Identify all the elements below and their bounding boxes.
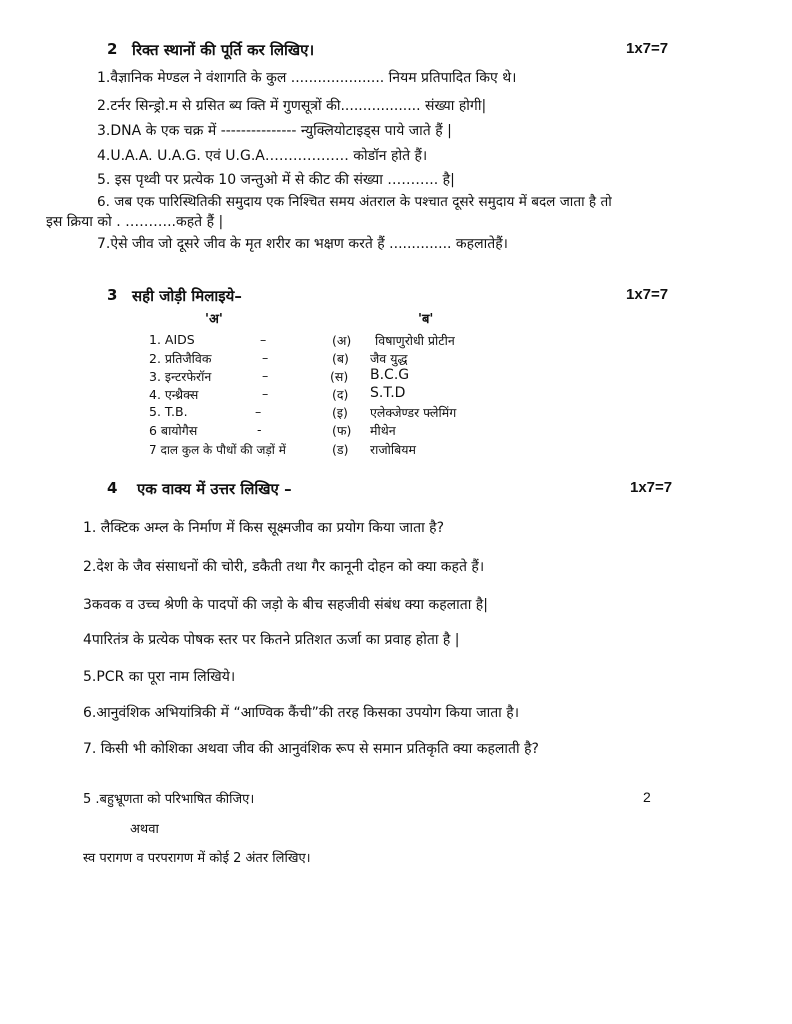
match-right-4: S.T.D	[370, 385, 406, 401]
match-left-2: 2. प्रतिजैविक	[149, 351, 212, 366]
match-dash-6: -	[257, 422, 262, 437]
fill-blank-q7: 7.ऐसे जीव जो दूसरे जीव के मृत शरीर का भक्षण करते हैं .............. कहलातेहैं।	[97, 236, 508, 252]
one-line-q6: 6.आनुवंशिक अभियांत्रिकी में “आण्विक कैंची”की तरह किसका उपयोग किया जाता है।	[83, 705, 519, 721]
match-right-5: एलेक्जेण्डर फ्लेमिंग	[370, 405, 457, 420]
fill-blank-q4: 4.U.A.A. U.A.G. एवं U.G.A……………… कोडॉन होते हैं।	[97, 148, 428, 164]
fill-blank-q6: 6. जब एक पारिस्थितिकी समुदाय एक निश्चित समय अंतराल के पश्चात दूसरे समुदाय में बदल जाता है तो	[97, 194, 612, 210]
match-key-1: (अ)	[332, 333, 352, 348]
match-left-3: 3. इन्टरफेरॉन	[149, 369, 212, 384]
match-right-6: मीथेन	[370, 423, 396, 438]
match-left-1: 1. AIDS	[149, 332, 195, 347]
fill-blank-q5: 5. इस पृथ्वी पर प्रत्येक 10 जन्तुओ में से कीट की संख्या ……….. है|	[97, 172, 455, 188]
match-dash-4: –	[262, 386, 269, 401]
or-label: अथवा	[130, 822, 159, 837]
fill-blank-q6-cont: इस क्रिया को . ………..कहते हैं |	[46, 214, 224, 230]
one-line-q3: 3कवक व उच्च श्रेणी के पादपों की जड़ो के बीच सहजीवी संबंध क्या कहलाता है|	[83, 597, 488, 613]
section-4-number: 4	[107, 479, 118, 497]
match-dash-3: –	[262, 368, 269, 383]
section-3-marks: 1x7=7	[626, 286, 669, 303]
match-left-7: 7 दाल कुल के पौधों की जड़ों में	[149, 443, 286, 457]
column-a-heading: 'अ'	[205, 312, 223, 327]
match-key-6: (फ)	[332, 423, 352, 438]
section-2-marks: 1x7=7	[626, 40, 669, 57]
column-b-heading: 'ब'	[418, 312, 434, 327]
short-answer-q5-marks: 2	[643, 789, 651, 805]
fill-blank-q1: 1.वैज्ञानिक मेण्डल ने वंशागति के कुल ..................... नियम प्रतिपादित किए थे।	[97, 70, 517, 86]
section-4-heading: एक वाक्य में उत्तर लिखिए –	[137, 480, 292, 498]
alternate-question: स्व परागण व परपरागण में कोई 2 अंतर लिखिए।	[83, 851, 311, 866]
match-key-2: (ब)	[332, 351, 349, 366]
one-line-q1: 1. लैक्टिक अम्ल के निर्माण में किस सूक्ष्मजीव का प्रयोग किया जाता है?	[83, 520, 445, 536]
match-key-3: (स)	[330, 369, 349, 384]
match-right-3: B.C.G	[370, 367, 410, 383]
match-right-2: जैव युद्ध	[370, 351, 408, 366]
match-dash-1: –	[260, 332, 267, 347]
one-line-q5: 5.PCR का पूरा नाम लिखिये।	[83, 669, 236, 685]
match-key-5: (इ)	[332, 405, 348, 420]
section-4-marks: 1x7=7	[630, 479, 673, 496]
match-left-5: 5. T.B.	[149, 404, 188, 419]
match-left-4: 4. एन्थ्रैक्स	[149, 387, 199, 402]
section-2-heading: रिक्त स्थानों की पूर्ति कर लिखिए।	[132, 41, 315, 59]
match-right-7: राजोबियम	[370, 442, 416, 457]
match-right-1: विषाणुरोधी प्रोटीन	[375, 333, 455, 348]
fill-blank-q2: 2.टर्नर सिन्ड्रो.म से ग्रसित ब्य क्ति में गुणसूत्रों की.................. संख्या होगी|	[97, 98, 487, 114]
match-dash-5: –	[255, 404, 262, 419]
match-key-4: (द)	[332, 387, 349, 402]
short-answer-q5: 5 .बहुभ्रूणता को परिभाषित कीजिए।	[83, 792, 255, 807]
section-3-number: 3	[107, 286, 118, 304]
match-left-6: 6 बायोगैस	[149, 423, 198, 438]
match-dash-2: –	[262, 350, 269, 365]
fill-blank-q3: 3.DNA के एक चक्र में --------------- न्युक्लियोटाइड्स पाये जाते हैं |	[97, 123, 452, 139]
one-line-q7: 7. किसी भी कोशिका अथवा जीव की आनुवंशिक रूप से समान प्रतिकृति क्या कहलाती है?	[83, 741, 539, 757]
match-key-7: (ड)	[332, 442, 349, 457]
section-3-heading: सही जोड़ी मिलाइये–	[132, 287, 242, 305]
one-line-q2: 2.देश के जैव संसाधनों की चोरी, डकैती तथा गैर कानूनी दोहन को क्या कहते हैं।	[83, 559, 485, 575]
one-line-q4: 4पारितंत्र के प्रत्येक पोषक स्तर पर कितने प्रतिशत ऊर्जा का प्रवाह होता है |	[83, 632, 460, 648]
section-2-number: 2	[107, 40, 118, 58]
